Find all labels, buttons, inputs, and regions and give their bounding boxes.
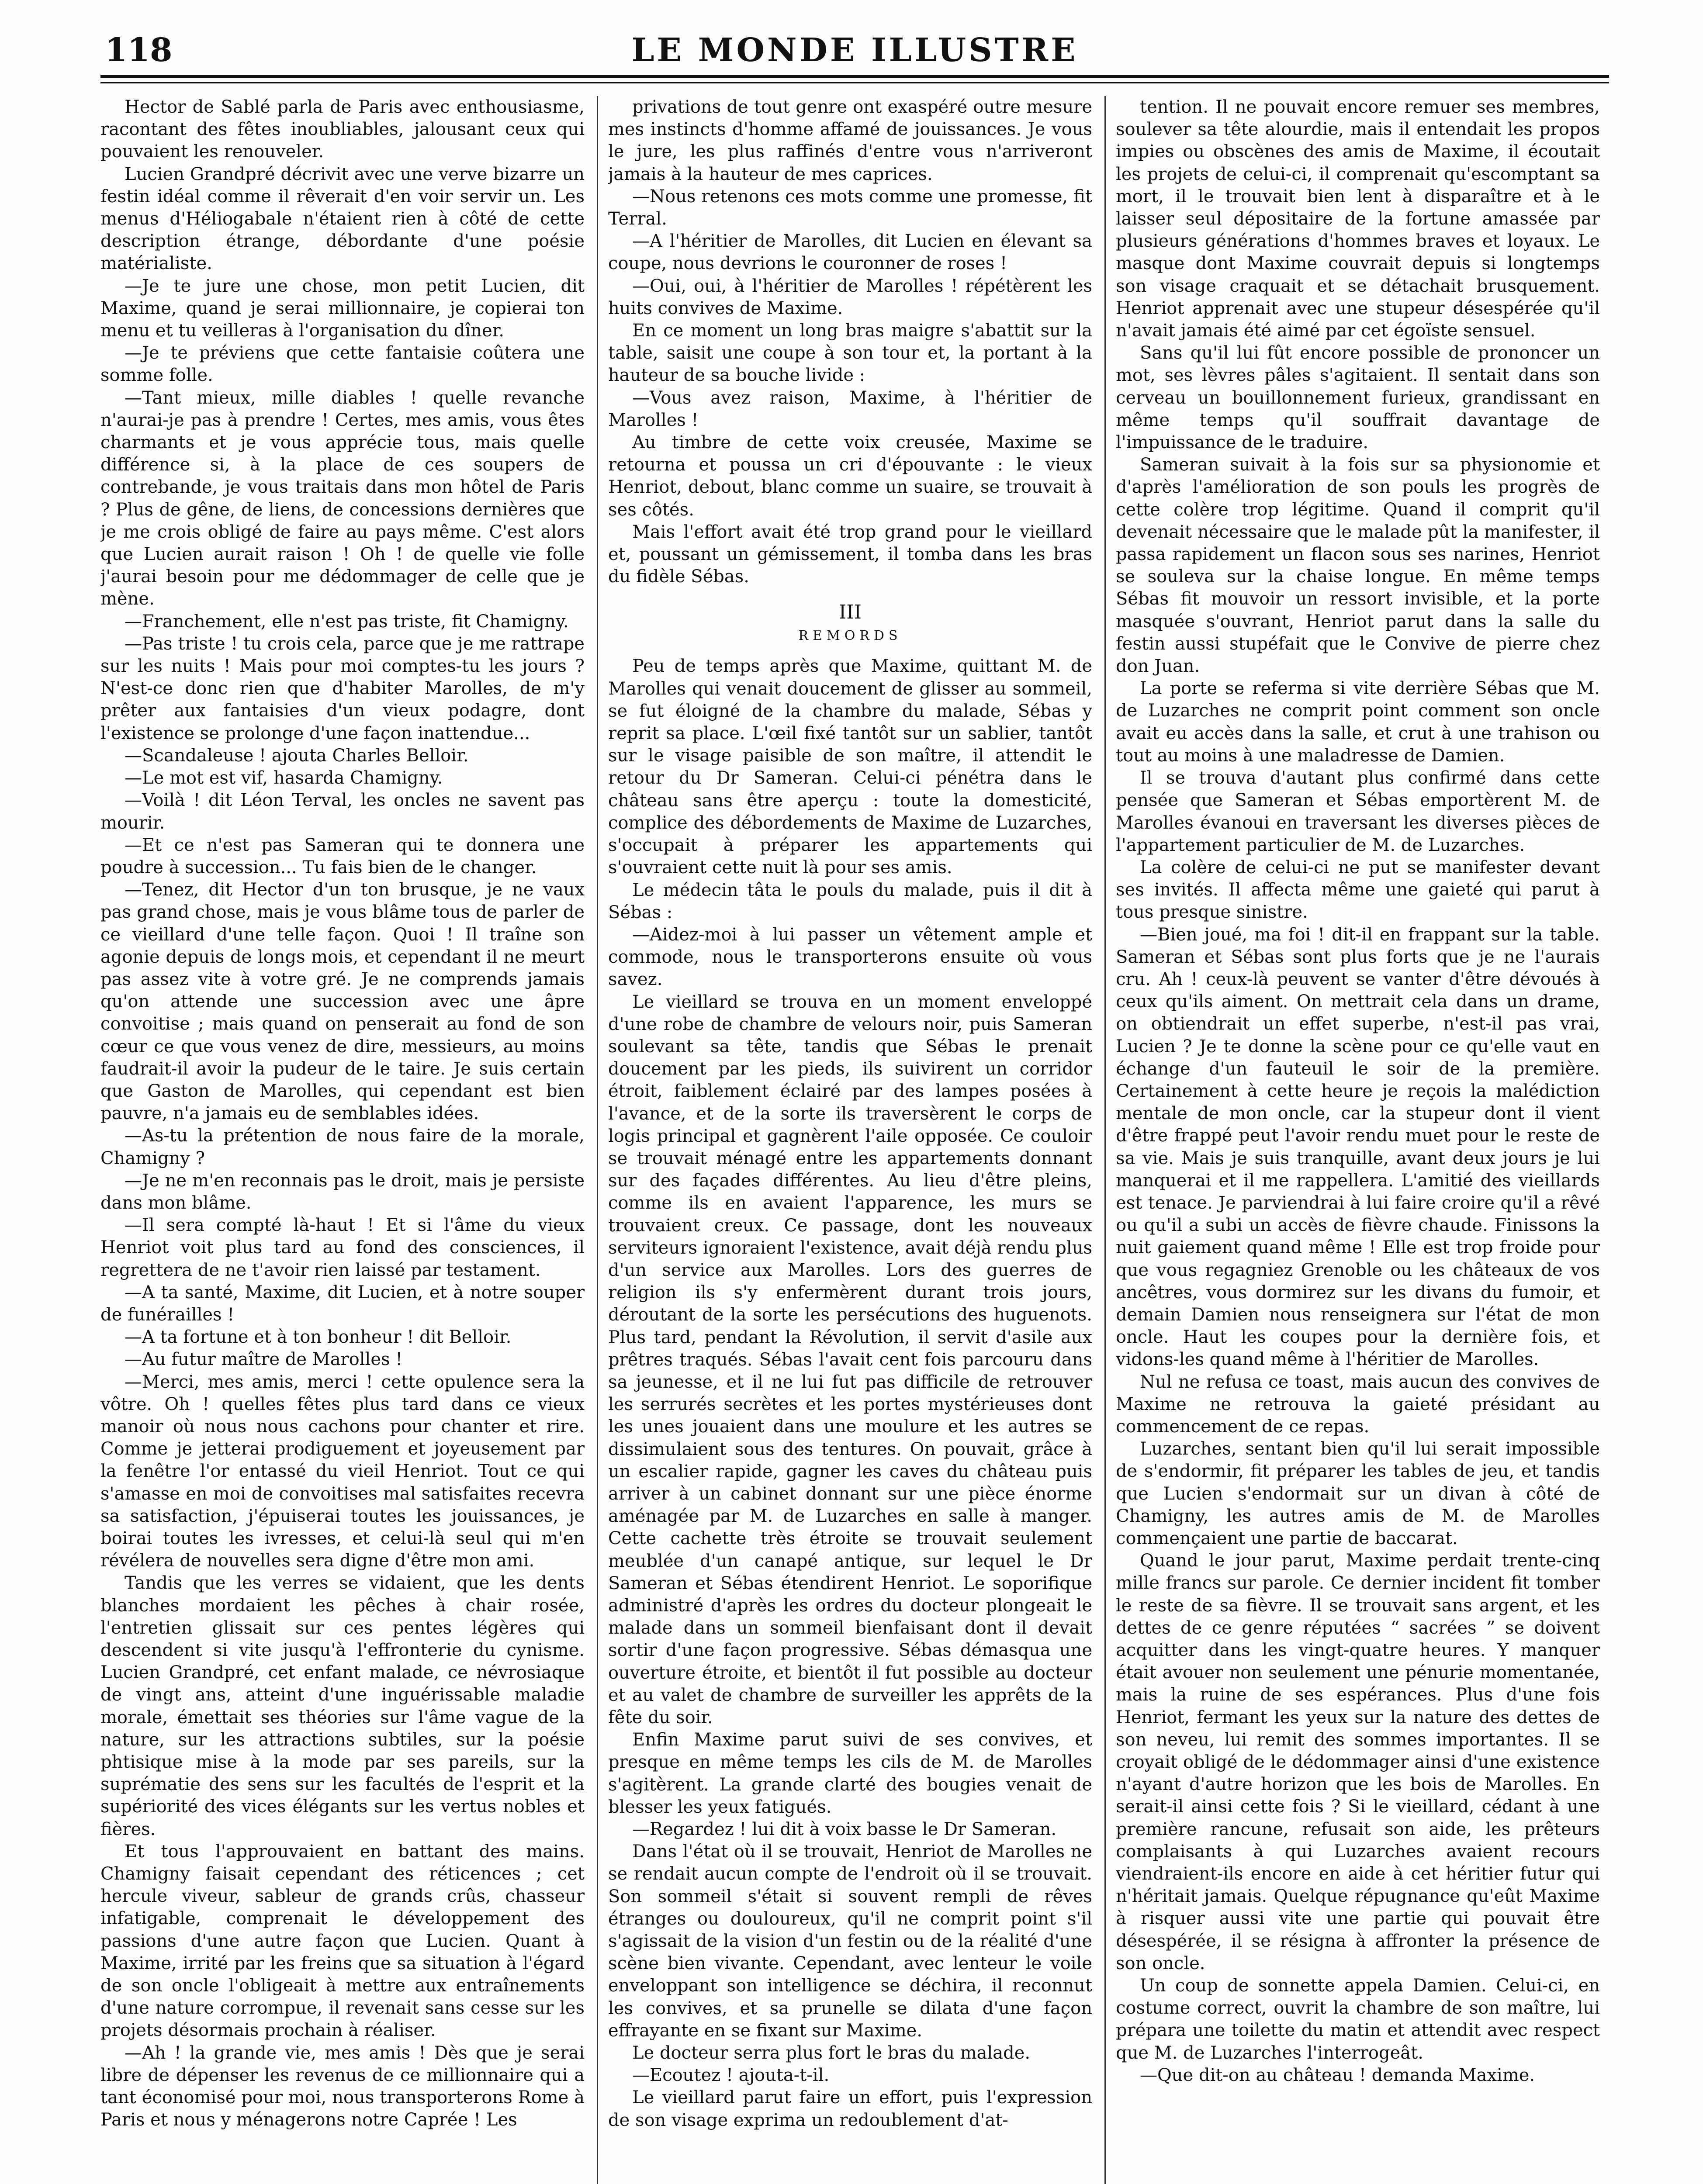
page-number: 118 (105, 31, 173, 69)
paragraph: Dans l'état où il se trouvait, Henriot de Marolles ne se rendait aucun compte de l'endroit où il se trouvait. Son sommeil s'était si souvent rempli de rêves étranges ou douloureux, qu'il ne comprit point s'il s'agissait de la vision d'un festin ou de la réalité d'une scène bien vivante. Cependant, avec lenteur le voile enveloppant son intelligence se déchira, il reconnut les convives, et sa prunelle se dilata d'une façon effrayante en se fixant sur Maxime. (608, 1842, 1092, 2041)
paragraph: —Et ce n'est pas Sameran qui te donnera une poudre à succession... Tu fais bien de le changer. (100, 835, 585, 878)
paragraph: —Aidez-moi à lui passer un vêtement ample et commode, nous le transporterons ensuite où vous savez. (608, 924, 1092, 990)
paragraph: Nul ne refusa ce toast, mais aucun des convives de Maxime ne retrouva la gaieté présidant au commencement de ce repas. (1116, 1372, 1600, 1437)
article-columns (100, 96, 1609, 2184)
paragraph: —Je te jure une chose, mon petit Lucien, dit Maxime, quand je serai millionnaire, je copierai ton menu et tu veilleras à l'organisation du dîner. (100, 276, 585, 341)
paragraph: Sameran suivait à la fois sur sa physionomie et d'après l'amélioration de son pouls les progrès de cette colère trop légitime. Quand il comprit qu'il devenait nécessaire que le malade pût la manifester, il passa rapidement un flacon sous ses narines, Henriot se souleva sur la chaise longue. En même temps Sébas fit mouvoir un ressort invisible, et la porte masquée s'ouvrant, Henriot parut dans la salle du festin aussi stupéfait que le Convive de pierre chez don Juan. (1116, 455, 1600, 677)
paragraph: —Franchement, elle n'est pas triste, fit Chamigny. (125, 611, 569, 632)
paragraph: —Je te préviens que cette fantaisie coûtera une somme folle. (100, 343, 585, 386)
paragraph: —As-tu la prétention de nous faire de la morale, Chamigny ? (100, 1126, 585, 1168)
paragraph: —Merci, mes amis, merci ! cette opulence sera la vôtre. Oh ! quelles fêtes plus tard dans ce vieux manoir où nous nous cachons pour chanter et rire. Comme je jetterai prodiguement et joyeusement par la fenêtre l'or entassé du vieil Henriot. Tout ce qui s'amasse en moi de convoitises mal satisfaites recevra sa satisfaction, j'épuiserai toutes les jouissances, je boirai toutes les ivresses, et celui-là seul qui m'en révélera de nouvelles sera digne d'être mon ami. (100, 1372, 585, 1571)
header-rule-thin (100, 82, 1609, 83)
paragraph: En ce moment un long bras maigre s'abattit sur la table, saisit une coupe à son tour et, la portant à la hauteur de sa bouche livide : (608, 321, 1092, 386)
paragraph: Le docteur serra plus fort le bras du malade. (632, 2043, 1031, 2063)
paragraph: —Ah ! la grande vie, mes amis ! Dès que je serai libre de dépenser les revenus de ce millionnaire qui a tant économisé pour moi, nous transporterons Rome à Paris et nous y ménagerons notre Caprée ! Les (100, 2042, 585, 2130)
paragraph: —Tant mieux, mille diables ! quelle revanche n'aurai-je pas à prendre ! Certes, mes amis, vous êtes charmants et je vous apprécie tous, mais quelle différence si, à la place de ces soupers de contrebande, je vous traitais dans mon hôtel de Paris ? Plus de gêne, de liens, de concessions dernières que je me crois obligé de faire au pays même. C'est alors que Lucien aurait raison ! Oh ! de quelle vie folle j'aurai besoin pour me dédommager de celle que je mène. (100, 387, 585, 609)
paragraph: Tandis que les verres se vidaient, que les dents blanches mordaient les pêches à chair rosée, l'entretien glissait sur ces pentes légères qui descendent si vite jusqu'à l'effronterie du cynisme. Lucien Grandpré, cet enfant malade, ce névrosiaque de vingt ans, atteint d'une inguérissable maladie morale, émettait ses théories sur l'âme vague de la nature, sur les attractions subtiles, sur la poésie phtisique mise à la mode par ses pareils, sur la suprématie des sens sur les facultés de l'esprit et la supériorité des vices élégants sur les vertus nobles et fières. (100, 1573, 585, 1839)
paragraph: Au timbre de cette voix creusée, Maxime se retourna et poussa un cri d'épouvante : le vieux Henriot, debout, blanc comme un suaire, se trouvait à ses côtés. (608, 432, 1092, 520)
paragraph: —Voilà ! dit Léon Terval, les oncles ne savent pas mourir. (100, 790, 585, 833)
paragraph: —Le mot est vif, hasarda Chamigny. (125, 768, 443, 788)
paragraph: —Je ne m'en reconnais pas le droit, mais je persiste dans mon blâme. (100, 1170, 585, 1213)
paragraph: Peu de temps après que Maxime, quittant M. de Marolles qui venait doucement de glisser au sommeil, se fut éloigné de la chambre du malade, Sébas y reprit sa place. L'œil fixé tantôt sur un sablier, tantôt sur le visage paisible de son maître, il attendit le retour du Dr Sameran. Celui-ci pénétra dans le château sans être aperçu : toute la domesticité, complice des débordements de Maxime de Luzarches, s'occupait à préparer les appartements qui s'ouvraient cette nuit là pour ses amis. (608, 656, 1092, 878)
paragraph: —Oui, oui, à l'héritier de Marolles ! répétèrent les huits convives de Maxime. (608, 276, 1092, 318)
paragraph: Quand le jour parut, Maxime perdait trente-cinq mille francs sur parole. Ce dernier incident fit tomber le reste de sa fièvre. Il se trouvait sans argent, et les dettes de ce genre réputées “ sacrées ” se doivent acquitter dans les vingt-quatre heures. Y manquer était avouer non seulement une pénurie momentanée, mais la ruine de ses espérances. Plus d'une fois Henriot, fermant les yeux sur la nature des dettes de son neveu, lui remit des sommes importantes. Il se croyait obligé de le dédommager ainsi d'une existence n'ayant d'autre horizon que les bois de Marolles. En serait-il ainsi cette fois ? Si le vieillard, cédant à une première rancune, refusait son aide, les prêteurs complaisants à qui Luzarches avaient recours viendraient-ils encore en aide à cet héritier futur qui n'héritait jamais. Quelque répugnance qu'eût Maxime à risquer aussi vite une partie qui pouvait être désespérée, il se résigna à affronter la présence de son oncle. (1116, 1551, 1600, 1973)
paragraph: Hector de Sablé parla de Paris avec enthousiasme, racontant des fêtes inoubliables, jalousant ceux qui pouvaient les renouveler. (100, 97, 585, 162)
paragraph: Mais l'effort avait été trop grand pour le vieillard et, poussant un gémissement, il tomba dans les bras du fidèle Sébas. (608, 522, 1092, 587)
paragraph: Luzarches, sentant bien qu'il lui serait impossible de s'endormir, fit préparer les tables de jeu, et tandis que Lucien s'endormait sur un divan à côté de Chamigny, les autres amis de M. de Marolles commençaient une partie de baccarat. (1116, 1439, 1600, 1548)
paragraph: —Tenez, dit Hector d'un ton brusque, je ne vaux pas grand chose, mais je vous blâme tous de parler de ce vieillard d'une telle façon. Quoi ! Il traîne son agonie depuis de longs mois, et cependant il ne meurt pas assez vite à votre gré. Je ne comprends jamais qu'on attende une succession avec une âpre convoitise ; mais quand on penserait au fond de son cœur ce que vous venez de dire, messieurs, au moins faudrait-il avoir la pudeur de le taire. Je suis certain que Gaston de Marolles, qui cependant est bien pauvre, n'a jamais eu de semblables idées. (100, 880, 585, 1124)
section-number: III (838, 601, 862, 624)
section-title: REMORDS (798, 628, 902, 644)
paragraph: La porte se referma si vite derrière Sébas que M. de Luzarches ne comprit point comment son oncle avait eu accès dans la salle, et crut à une trahison ou tout au moins à une maladresse de Damien. (1116, 678, 1600, 766)
paragraph: Le médecin tâta le pouls du malade, puis il dit à Sébas : (608, 880, 1092, 923)
paragraph: Lucien Grandpré décrivit avec une verve bizarre un festin idéal comme il rêverait d'en voir servir un. Les menus d'Héliogabale n'étaient rien à côté de cette description étrange, débordante d'une poésie matérialiste. (100, 164, 585, 274)
column-2 (608, 96, 1092, 2184)
column-2-text-after (608, 655, 1092, 2131)
masthead-title: LE MONDE ILLUSTRE (631, 31, 1078, 69)
paragraph: —Vous avez raison, Maxime, à l'héritier de Marolles ! (608, 387, 1092, 430)
paragraph: Enfin Maxime parut suivi de ses convives, et presque en même temps les cils de M. de Marolles s'agitèrent. La grande clarté des bougies venait de blesser les yeux fatigués. (608, 1730, 1092, 1817)
paragraph: Un coup de sonnette appela Damien. Celui-ci, en costume correct, ouvrit la chambre de son maître, lui prépara une toilette du matin et attendit avec respect que M. de Luzarches l'interrogeât. (1116, 1976, 1600, 2063)
paragraph: Il se trouva d'autant plus confirmé dans cette pensée que Sameran et Sébas emportèrent M. de Marolles évanoui en traversant les diverses pièces de l'appartement particulier de M. de Luzarches. (1116, 768, 1600, 855)
paragraph: —Il sera compté là-haut ! Et si l'âme du vieux Henriot voit plus tard au fond des consciences, il regrettera de ne t'avoir rien laissé par testament. (100, 1215, 585, 1280)
paragraph: Le vieillard parut faire un effort, puis l'expression de son visage exprima un redoublement d'at- (608, 2087, 1092, 2130)
paragraph: —Nous retenons ces mots comme une promesse, fit Terral. (608, 186, 1092, 229)
paragraph: La colère de celui-ci ne put se manifester devant ses invités. Il affecta même une gaieté qui parut à tous presque sinistre. (1116, 857, 1600, 923)
paragraph: privations de tout genre ont exaspéré outre mesure mes instincts d'homme affamé de jouissances. Je vous le jure, les plus raffinés d'entre vous n'arriveront jamais à la hauteur de mes caprices. (608, 97, 1092, 184)
paragraph: —Au futur maître de Marolles ! (125, 1349, 403, 1370)
header-rule-thick (100, 75, 1609, 78)
paragraph: Le vieillard se trouva en un moment enveloppé d'une robe de chambre de velours noir, puis Sameran soulevant sa tête, tandis que Sébas le prenait doucement par les pieds, ils suivirent un corridor étroit, faiblement éclairé par des lampes posées à l'avance, et de la sorte ils traversèrent le corps de logis principal et gagnèrent l'aile opposée. Ce couloir se trouvait ménagé entre les appartements donnant sur des façades différentes. Au lieu d'être pleins, comme ils en avaient l'apparence, les murs se trouvaient creux. Ce passage, dont les nouveaux serviteurs ignoraient l'existence, avait déjà rendu plus d'un service aux Marolles. Lors des guerres de religion ils s'y enfermèrent durant trois jours, déroutant de la sorte les persécutions des huguenots. Plus tard, pendant la Révolution, il servit d'asile aux prêtres traqués. Sébas l'avait cent fois parcouru dans sa jeunesse, et il ne lui fut pas difficile de retrouver les serrurés secrètes et les portes mystérieuses dont les unes jouaient dans une moulure et les autres se dissimulaient sous des tentures. On pouvait, grâce à un escalier rapide, gagner les caves du château puis arriver à un cabinet donnant sur une pièce énorme aménagée par M. de Luzarches en salle à manger. Cette cachette très étroite se trouvait seulement meublée d'un canapé antique, sur lequel le Dr Sameran et Sébas étendirent Henriot. Le soporifique administré d'après les ordres du docteur plongeait le malade dans un sommeil bienfaisant dont il devait sortir d'une façon progressive. Sébas démasqua une ouverture étroite, et bientôt il fut possible au docteur et au valet de chambre de surveiller les apprêts de la fête du soir. (608, 992, 1092, 1728)
paragraph: —Scandaleuse ! ajouta Charles Belloir. (125, 745, 469, 766)
paragraph: —Pas triste ! tu crois cela, parce que je me rattrape sur les nuits ! Mais pour moi comptes-tu les jours ? N'est-ce donc rien que d'habiter Marolles, de m'y prêter aux fantaisies d'un vieux podagre, dont l'existence se prolonge d'une façon inattendue... (100, 633, 585, 743)
column-2-text-before (608, 96, 1092, 588)
paragraph: Sans qu'il lui fût encore possible de prononcer un mot, ses lèvres pâles s'agitaient. Il sentait dans son cerveau un bouillonnement furieux, grandissant en même temps qu'il souffrait davantage de l'impuissance de le traduire. (1116, 343, 1600, 453)
paragraph: —A l'héritier de Marolles, dit Lucien en élevant sa coupe, nous devrions le couronner de roses ! (608, 231, 1092, 274)
paragraph: Et tous l'approuvaient en battant des mains. Chamigny faisait cependant des réticences ; cet hercule viveur, sableur de grands crûs, chasseur infatigable, comprenait le développement des passions d'une autre façon que Lucien. Quant à Maxime, irrité par les freins que sa situation à l'égard de son oncle l'obligeait à mettre aux entraînements d'une nature corrompue, il revenait sans cesse sur les projets désormais prochain à réaliser. (100, 1841, 585, 2041)
paragraph: —A ta fortune et à ton bonheur ! dit Belloir. (125, 1327, 512, 1348)
paragraph: —Ecoutez ! ajouta-t-il. (632, 2065, 830, 2086)
column-1-text (100, 96, 585, 2131)
paragraph: —Regardez ! lui dit à voix basse le Dr Sameran. (632, 1819, 1057, 1840)
paragraph: tention. Il ne pouvait encore remuer ses membres, soulever sa tête alourdie, mais il entendait les propos impies ou obscènes des amis de Maxime, il écoutait les projets de celui-ci, il comprenait qu'escomptant sa mort, il le trouvait bien lent à disparaître et à le laisser seul dépositaire de la fortune amassée par plusieurs générations d'hommes braves et loyaux. Le masque dont Maxime couvrait depuis si longtemps son visage craquait et se détachait brusquement. Henriot apprenait avec une stupeur désespérée qu'il n'avait jamais été aimé par cet égoïste sensuel. (1116, 97, 1600, 341)
page-header (100, 27, 1609, 71)
paragraph: —Que dit-on au château ! demanda Maxime. (1140, 2065, 1535, 2085)
paragraph: —A ta santé, Maxime, dit Lucien, et à notre souper de funérailles ! (100, 1282, 585, 1325)
column-3 (1116, 96, 1600, 2184)
column-3-text (1116, 96, 1600, 2087)
column-1 (100, 96, 585, 2184)
paragraph: —Bien joué, ma foi ! dit-il en frappant sur la table. Sameran et Sébas sont plus forts que je ne l'aurais cru. Ah ! ceux-là peuvent se vanter d'être dévoués à ceux qu'ils aiment. On mettrait cela dans un drame, on obtiendrait un effet superbe, n'est-il pas vrai, Lucien ? Je te donne la scène pour ce qu'elle vaut en échange d'un fauteuil le soir de la première. Certainement à cette heure je reçois la malédiction mentale de mon oncle, car la stupeur dont il vient d'être frappé peut l'avoir rendu muet pour le reste de sa vie. Mais je suis tranquille, avant deux jours je lui manquerai et il me rappellera. L'amitié des vieillards est tenace. Je parviendrai à lui faire croire qu'il a rêvé ou qu'il a subi un accès de fièvre chaude. Finissons la nuit gaiement quand même ! Elle est trop froide pour que vous regagniez Grenoble ou les châteaux de vos ancêtres, vous dormirez sur les divans du fumoir, et demain Damien nous renseignera sur l'état de mon oncle. Haut les coupes pour la dernière fois, et vidons-les quand même à l'héritier de Marolles. (1116, 924, 1600, 1370)
